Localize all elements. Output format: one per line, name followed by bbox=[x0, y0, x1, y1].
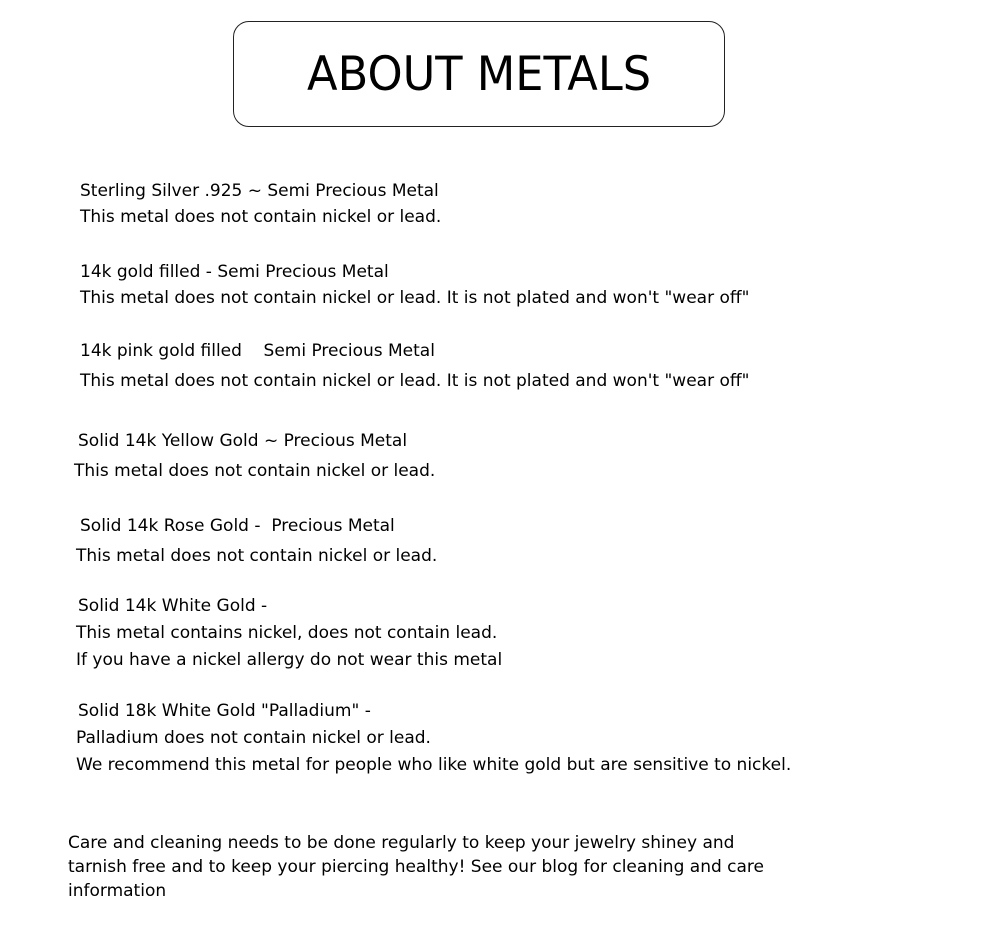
metal-heading: Sterling Silver .925 ~ Semi Precious Metal bbox=[80, 181, 439, 201]
metal-description: We recommend this metal for people who like white gold but are sensitive to nickel. bbox=[76, 755, 792, 775]
title-box bbox=[233, 21, 725, 127]
metal-description: If you have a nickel allergy do not wear this metal bbox=[76, 650, 503, 670]
metal-description: This metal contains nickel, does not contain lead. bbox=[76, 623, 498, 643]
metal-description: This metal does not contain nickel or lead. It is not plated and won't "wear off" bbox=[80, 371, 750, 391]
metal-description: This metal does not contain nickel or lead. bbox=[76, 546, 438, 566]
metal-description: Palladium does not contain nickel or lead. bbox=[76, 728, 431, 748]
care-text: Care and cleaning needs to be done regularly to keep your jewelry shiney and bbox=[68, 833, 735, 853]
metal-heading: Solid 14k Yellow Gold ~ Precious Metal bbox=[78, 431, 408, 451]
care-text: tarnish free and to keep your piercing healthy! See our blog for cleaning and care bbox=[68, 857, 764, 877]
metal-description: This metal does not contain nickel or lead. bbox=[74, 461, 436, 481]
metal-heading: Solid 14k Rose Gold - Precious Metal bbox=[80, 516, 395, 536]
metal-heading: 14k pink gold filled Semi Precious Metal bbox=[80, 341, 435, 361]
metal-heading: Solid 18k White Gold "Palladium" - bbox=[78, 701, 371, 721]
page-title: ABOUT METALS bbox=[307, 46, 651, 102]
metal-heading: Solid 14k White Gold - bbox=[78, 596, 268, 616]
care-text: information bbox=[68, 881, 167, 901]
metal-heading: 14k gold filled - Semi Precious Metal bbox=[80, 262, 389, 282]
metal-description: This metal does not contain nickel or lead. bbox=[80, 207, 442, 227]
metal-description: This metal does not contain nickel or lead. It is not plated and won't "wear off" bbox=[80, 288, 750, 308]
